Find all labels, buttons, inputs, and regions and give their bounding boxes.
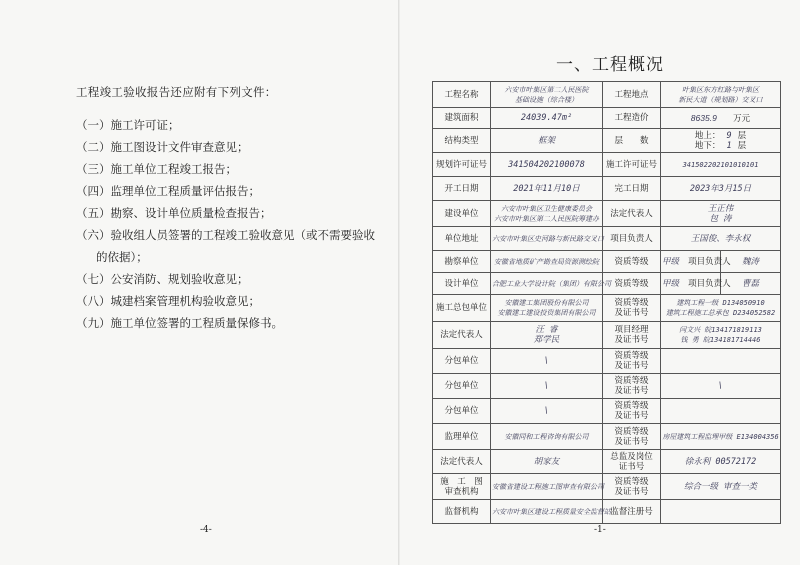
project-name-label: 工程名称 bbox=[433, 82, 491, 108]
owner-value bbox=[491, 201, 603, 227]
list-item: （一）施工许可证； bbox=[76, 118, 180, 132]
list-item: （四）监理单位工程质量评估报告； bbox=[76, 184, 260, 198]
right-page bbox=[400, 0, 800, 565]
subcontractor-3-value: \ bbox=[491, 399, 603, 424]
floor-unit-label: 层 bbox=[737, 140, 747, 151]
table-row bbox=[433, 177, 781, 201]
table-row bbox=[433, 129, 781, 153]
owner-project-leader-label: 项目负责人 bbox=[603, 227, 661, 251]
below-ground-label: 地下： bbox=[694, 140, 721, 151]
subcontractor-label: 分包单位 bbox=[433, 349, 491, 374]
project-location-label: 工程地点 bbox=[603, 82, 661, 108]
chief-cert-label-text: 总监及岗位 证书号 bbox=[610, 451, 653, 472]
supervision-unit-value: 安徽同和工程咨询有限公司 bbox=[491, 424, 603, 450]
list-item: （八）城建档案管理机构验收意见； bbox=[76, 294, 260, 308]
table-row bbox=[433, 450, 781, 474]
sub-2-cert-value: \ bbox=[661, 374, 781, 399]
floors-below-count: 1 bbox=[726, 140, 732, 151]
design-qual-label: 资质等级 bbox=[603, 273, 661, 295]
start-date-value: 2021年11月10日 bbox=[491, 177, 603, 201]
review-qual-label-text: 资质等级 及证书号 bbox=[614, 476, 649, 497]
above-ground-label: 地上： bbox=[694, 130, 721, 141]
general-contractor-value bbox=[491, 295, 603, 322]
floors-above-count: 9 bbox=[726, 130, 732, 141]
contractor-pm-label-text: 项目经理 及证书号 bbox=[614, 325, 649, 345]
start-date-label: 开工日期 bbox=[433, 177, 491, 201]
design-unit-label: 设计单位 bbox=[433, 273, 491, 295]
floors-above bbox=[662, 131, 779, 141]
sub-3-cert-value bbox=[661, 399, 781, 424]
sub-2-cert-label-text: 资质等级 及证书号 bbox=[614, 376, 649, 396]
table-row bbox=[433, 153, 781, 177]
design-unit-value: 合肥工业大学设计院（集团）有限公司 bbox=[491, 273, 603, 295]
supervision-legal-rep-label: 法定代表人 bbox=[433, 450, 491, 474]
table-row bbox=[433, 500, 781, 524]
table-row bbox=[433, 295, 781, 322]
contractor-pm-value bbox=[661, 322, 781, 349]
construction-area-value: 24039.47m² bbox=[491, 108, 603, 129]
survey-qual-text: 甲级 bbox=[662, 256, 680, 267]
project-cost-cell bbox=[661, 108, 781, 129]
table-row bbox=[433, 349, 781, 374]
sub-1-cert-value bbox=[661, 349, 781, 374]
oversight-cert-value bbox=[661, 500, 781, 524]
floors-label: 层 数 bbox=[603, 129, 661, 153]
sub-2-cert-label bbox=[603, 374, 661, 399]
table-row bbox=[433, 251, 781, 273]
structure-type-value: 框架 bbox=[491, 129, 603, 153]
list-item: （五）勘察、设计单位质量检查报告； bbox=[76, 206, 272, 220]
survey-unit-label: 勘察单位 bbox=[433, 251, 491, 273]
subcontractor-2-value: \ bbox=[491, 374, 603, 399]
sub-1-cert-label-text: 资质等级 及证书号 bbox=[614, 351, 649, 371]
construction-permit-value: 341502202101010101 bbox=[661, 153, 781, 177]
design-leader-label: 项目负责人 bbox=[688, 278, 731, 289]
general-contractor-text: 安徽建工集团股份有限公司 安徽建工建设投资集团有限公司 bbox=[497, 299, 596, 317]
survey-qual-value bbox=[661, 251, 731, 273]
review-org-label bbox=[433, 474, 491, 500]
design-qual-value bbox=[661, 273, 731, 295]
project-location-value bbox=[661, 82, 781, 108]
list-item: （三）施工单位工程竣工报告； bbox=[76, 162, 237, 176]
list-item: （二）施工图设计文件审查意见； bbox=[76, 140, 249, 154]
supervision-qual-label-text: 资质等级 及证书号 bbox=[614, 426, 649, 447]
attachments-heading: 工程竣工验收报告还应附有下列文件： bbox=[76, 85, 277, 99]
project-overview-table bbox=[432, 81, 781, 524]
project-cost-label: 工程造价 bbox=[603, 108, 661, 129]
contractor-qual-text: 建筑工程一级 D134050910 建筑工程施工总承包 D234052582 bbox=[665, 299, 776, 317]
table-row bbox=[433, 474, 781, 500]
floors-value bbox=[661, 129, 781, 153]
review-org-value: 安徽省建设工程施工图审查有限公司 bbox=[491, 474, 603, 500]
table-row bbox=[433, 227, 781, 251]
contractor-legal-rep-text: 汪 睿 郑学民 bbox=[533, 325, 560, 345]
chief-cert-value: 徐永利 00572172 bbox=[661, 450, 781, 474]
contractor-qual-label bbox=[603, 295, 661, 322]
page-title: 一、工程概况 bbox=[556, 55, 664, 75]
subcontractor-label: 分包单位 bbox=[433, 399, 491, 424]
planning-permit-label: 规划许可证号 bbox=[433, 153, 491, 177]
table-row bbox=[433, 424, 781, 450]
list-item: 的依据）； bbox=[96, 250, 148, 264]
unit-address-value: 六安市叶集区史河路与新民路交叉口 bbox=[491, 227, 603, 251]
project-location-value-text: 叶集区东方红路与叶集区 新民大道（规划路）交叉口 bbox=[678, 85, 763, 104]
chief-cert-label bbox=[603, 450, 661, 474]
owner-legal-rep-text: 王正伟 包 涛 bbox=[707, 203, 734, 224]
page-number: -1- bbox=[594, 525, 606, 535]
survey-leader-value: 魏涛 bbox=[721, 251, 781, 273]
contractor-pm-label bbox=[603, 322, 661, 349]
supervision-unit-label: 监理单位 bbox=[433, 424, 491, 450]
list-item: （七）公安消防、规划验收意见； bbox=[76, 272, 249, 286]
page-number: -4- bbox=[200, 525, 212, 535]
survey-qual-label: 资质等级 bbox=[603, 251, 661, 273]
project-cost-value: 8635.9 bbox=[690, 112, 717, 123]
supervision-legal-rep-value: 胡家友 bbox=[491, 450, 603, 474]
project-name-value-text: 六安市叶集区第二人民医院 基础设施（综合楼） bbox=[504, 85, 589, 104]
review-qual-value: 综合一级 审查一类 bbox=[661, 474, 781, 500]
list-item: （九）施工单位签署的工程质量保修书。 bbox=[76, 316, 283, 330]
project-name-value bbox=[491, 82, 603, 108]
sub-3-cert-label-text: 资质等级 及证书号 bbox=[614, 401, 649, 421]
survey-leader-label: 项目负责人 bbox=[688, 256, 731, 267]
oversight-cert-label: 监督注册号 bbox=[603, 500, 661, 524]
owner-legal-rep-label: 法定代表人 bbox=[603, 201, 661, 227]
completion-date-label: 完工日期 bbox=[603, 177, 661, 201]
sub-3-cert-label bbox=[603, 399, 661, 424]
oversight-org-label: 监督机构 bbox=[433, 500, 491, 524]
unit-address-label: 单位地址 bbox=[433, 227, 491, 251]
attachments-list bbox=[76, 118, 376, 338]
contractor-legal-rep-value bbox=[491, 322, 603, 349]
owner-project-leader-value: 王国俊、李永权 bbox=[661, 227, 781, 251]
owner-legal-rep-value bbox=[661, 201, 781, 227]
sub-1-cert-label bbox=[603, 349, 661, 374]
contractor-qual-label-text: 资质等级 及证书号 bbox=[614, 298, 649, 318]
construction-area-label: 建筑面积 bbox=[433, 108, 491, 129]
subcontractor-label: 分包单位 bbox=[433, 374, 491, 399]
completion-date-value: 2023年3月15日 bbox=[661, 177, 781, 201]
general-contractor-label: 施工总包单位 bbox=[433, 295, 491, 322]
floor-unit-label: 层 bbox=[737, 130, 747, 141]
owner-label: 建设单位 bbox=[433, 201, 491, 227]
table-row bbox=[433, 399, 781, 424]
design-leader-value: 曹磊 bbox=[721, 273, 781, 295]
table-row bbox=[433, 374, 781, 399]
table-row bbox=[433, 82, 781, 108]
list-item: （六）验收组人员签署的工程竣工验收意见（或不需要验收 bbox=[76, 228, 375, 242]
contractor-legal-rep-label: 法定代表人 bbox=[433, 322, 491, 349]
review-org-label-text: 施 工 图 审查机构 bbox=[440, 476, 483, 497]
table-row bbox=[433, 201, 781, 227]
structure-type-label: 结构类型 bbox=[433, 129, 491, 153]
design-qual-text: 甲级 bbox=[662, 278, 680, 289]
contractor-qual-value bbox=[661, 295, 781, 322]
project-cost-unit: 万元 bbox=[733, 113, 751, 124]
owner-value-text: 六安市叶集区卫生健康委员会 六安市叶集区第二人民医院筹建办 bbox=[494, 204, 599, 223]
table-row bbox=[433, 108, 781, 129]
table-row bbox=[433, 273, 781, 295]
table-row bbox=[433, 322, 781, 349]
subcontractor-1-value: \ bbox=[491, 349, 603, 374]
construction-permit-label: 施工许可证号 bbox=[603, 153, 661, 177]
supervision-qual-label bbox=[603, 424, 661, 450]
review-qual-label bbox=[603, 474, 661, 500]
oversight-org-value: 六安市叶集区建设工程质量安全监督站 bbox=[491, 500, 603, 524]
survey-unit-value: 安徽省地质矿产勘查局资源测绘院 bbox=[491, 251, 603, 273]
floors-below bbox=[662, 141, 779, 151]
supervision-qual-value: 房屋建筑工程监理甲级 E134004356 bbox=[661, 424, 781, 450]
contractor-pm-text: 闫文兴 皖134171819113 钱 勇 皖134181714446 bbox=[679, 326, 762, 344]
planning-permit-value: 341504202100078 bbox=[491, 153, 603, 177]
